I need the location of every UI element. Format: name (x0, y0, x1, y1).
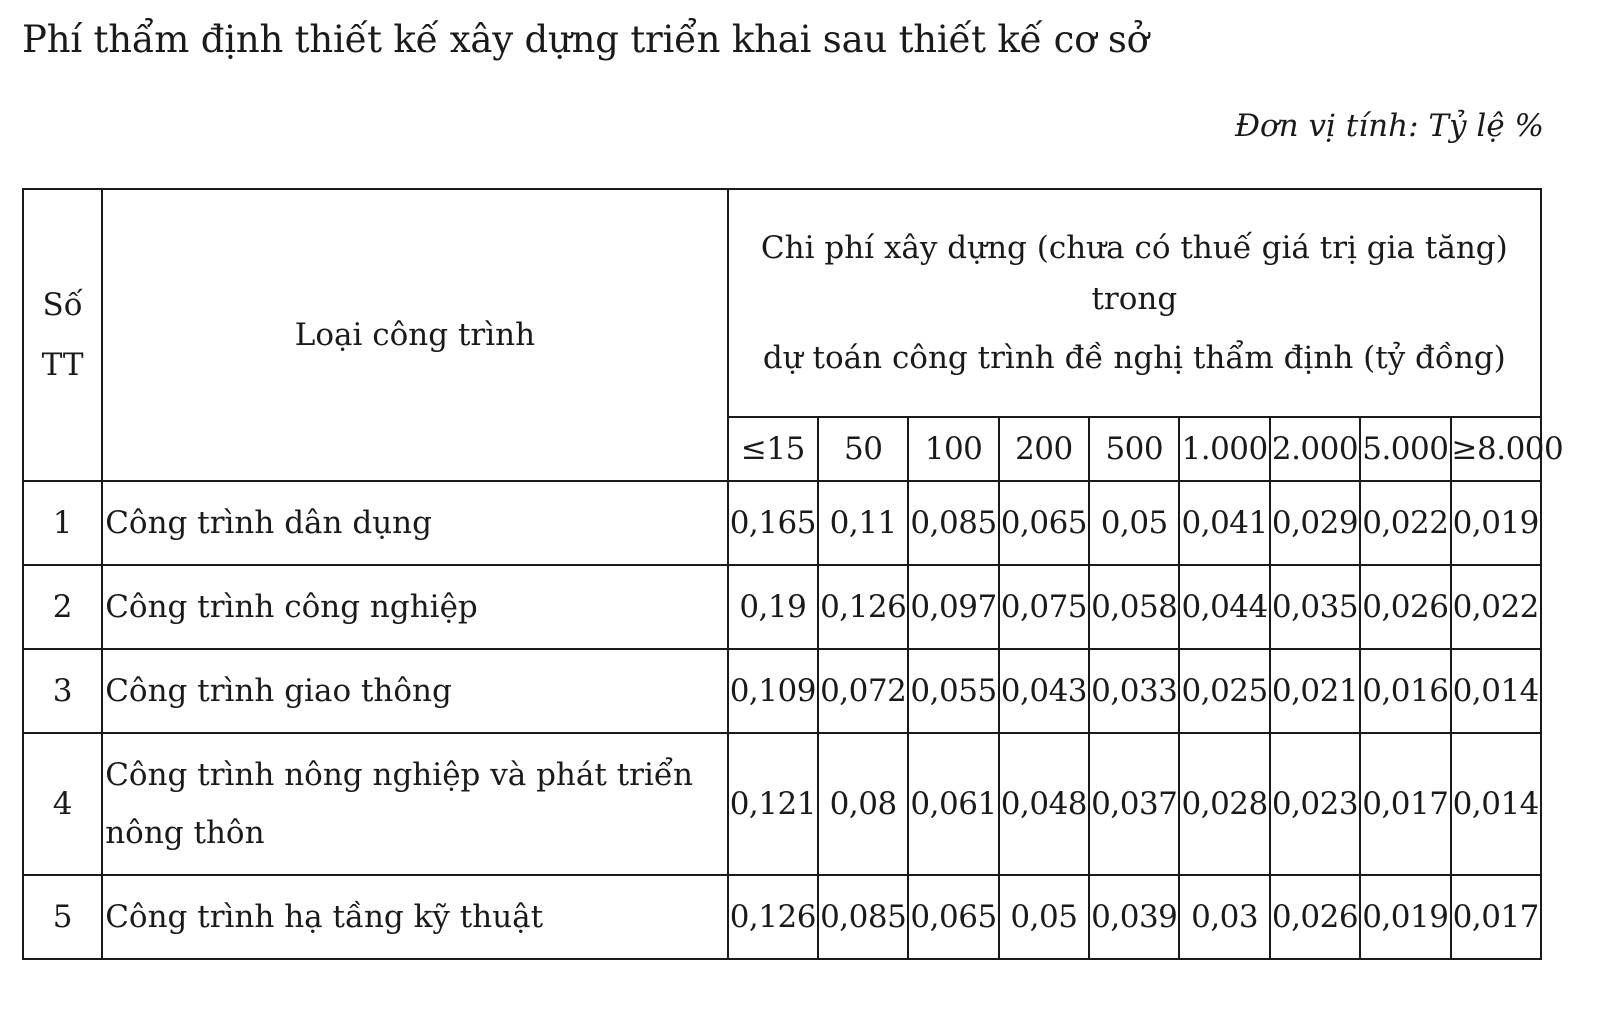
row-stt: 2 (23, 565, 102, 649)
table-body (23, 481, 1541, 959)
row-value: 0,19 (728, 565, 818, 649)
row-value: 0,072 (818, 649, 908, 733)
row-value: 0,017 (1451, 875, 1541, 959)
row-type: Công trình nông nghiệp và phát triển nông thôn (102, 733, 727, 875)
row-value: 0,165 (728, 481, 818, 565)
header-type: Loại công trình (102, 189, 727, 481)
row-value: 0,043 (999, 649, 1089, 733)
table-row (23, 733, 1541, 875)
header-cost-line3: dự toán công trình đề nghị thẩm định (tỷ đồng) (762, 340, 1506, 376)
row-value: 0,021 (1270, 649, 1360, 733)
header-cost-line2: trong (1091, 281, 1178, 317)
row-value: 0,109 (728, 649, 818, 733)
row-value: 0,03 (1179, 875, 1269, 959)
fee-table (22, 188, 1564, 960)
table-row (23, 649, 1541, 733)
row-value: 0,019 (1451, 481, 1541, 565)
row-value: 0,08 (818, 733, 908, 875)
range-header: 100 (908, 417, 998, 481)
row-value: 0,029 (1270, 481, 1360, 565)
row-value: 0,11 (818, 481, 908, 565)
row-value: 0,048 (999, 733, 1089, 875)
range-header: ≥8.000 (1451, 417, 1541, 481)
row-value: 0,085 (818, 875, 908, 959)
row-value: 0,058 (1089, 565, 1179, 649)
row-type: Công trình hạ tầng kỹ thuật (102, 875, 727, 959)
row-value: 0,065 (999, 481, 1089, 565)
row-value: 0,121 (728, 733, 818, 875)
row-value: 0,014 (1451, 733, 1541, 875)
range-header: 5.000 (1360, 417, 1450, 481)
header-stt-line1: Số (42, 287, 83, 323)
table-row (23, 875, 1541, 959)
range-header: 500 (1089, 417, 1179, 481)
row-value: 0,014 (1451, 649, 1541, 733)
row-stt: 1 (23, 481, 102, 565)
unit-note: Đơn vị tính: Tỷ lệ % (1234, 108, 1544, 144)
table-row (23, 481, 1541, 565)
header-stt-line2: TT (41, 347, 84, 383)
header-cost (728, 189, 1541, 417)
row-value: 0,05 (1089, 481, 1179, 565)
row-value: 0,025 (1179, 649, 1269, 733)
row-value: 0,039 (1089, 875, 1179, 959)
row-type: Công trình dân dụng (102, 481, 727, 565)
row-value: 0,023 (1270, 733, 1360, 875)
row-value: 0,028 (1179, 733, 1269, 875)
row-value: 0,075 (999, 565, 1089, 649)
row-value: 0,061 (908, 733, 998, 875)
header-stt (23, 189, 102, 481)
row-value: 0,026 (1270, 875, 1360, 959)
row-value: 0,041 (1179, 481, 1269, 565)
row-value: 0,126 (818, 565, 908, 649)
page-title: Phí thẩm định thiết kế xây dựng triển khai sau thiết kế cơ sở (22, 18, 1149, 61)
row-value: 0,05 (999, 875, 1089, 959)
row-type: Công trình công nghiệp (102, 565, 727, 649)
header-row (23, 189, 1541, 417)
row-value: 0,044 (1179, 565, 1269, 649)
row-value: 0,022 (1451, 565, 1541, 649)
table-row (23, 565, 1541, 649)
row-value: 0,019 (1360, 875, 1450, 959)
row-value: 0,085 (908, 481, 998, 565)
row-value: 0,055 (908, 649, 998, 733)
row-value: 0,037 (1089, 733, 1179, 875)
row-stt: 5 (23, 875, 102, 959)
row-value: 0,033 (1089, 649, 1179, 733)
range-header: 50 (818, 417, 908, 481)
row-stt: 3 (23, 649, 102, 733)
range-header: 2.000 (1270, 417, 1360, 481)
row-value: 0,035 (1270, 565, 1360, 649)
row-value: 0,022 (1360, 481, 1450, 565)
row-value: 0,097 (908, 565, 998, 649)
row-value: 0,126 (728, 875, 818, 959)
row-value: 0,065 (908, 875, 998, 959)
range-header: 200 (999, 417, 1089, 481)
range-header: 1.000 (1179, 417, 1269, 481)
row-type: Công trình giao thông (102, 649, 727, 733)
row-value: 0,017 (1360, 733, 1450, 875)
row-value: 0,016 (1360, 649, 1450, 733)
range-header: ≤15 (728, 417, 818, 481)
row-value: 0,026 (1360, 565, 1450, 649)
header-cost-line1: Chi phí xây dựng (chưa có thuế giá trị gia tăng) (760, 230, 1508, 266)
row-stt: 4 (23, 733, 102, 875)
